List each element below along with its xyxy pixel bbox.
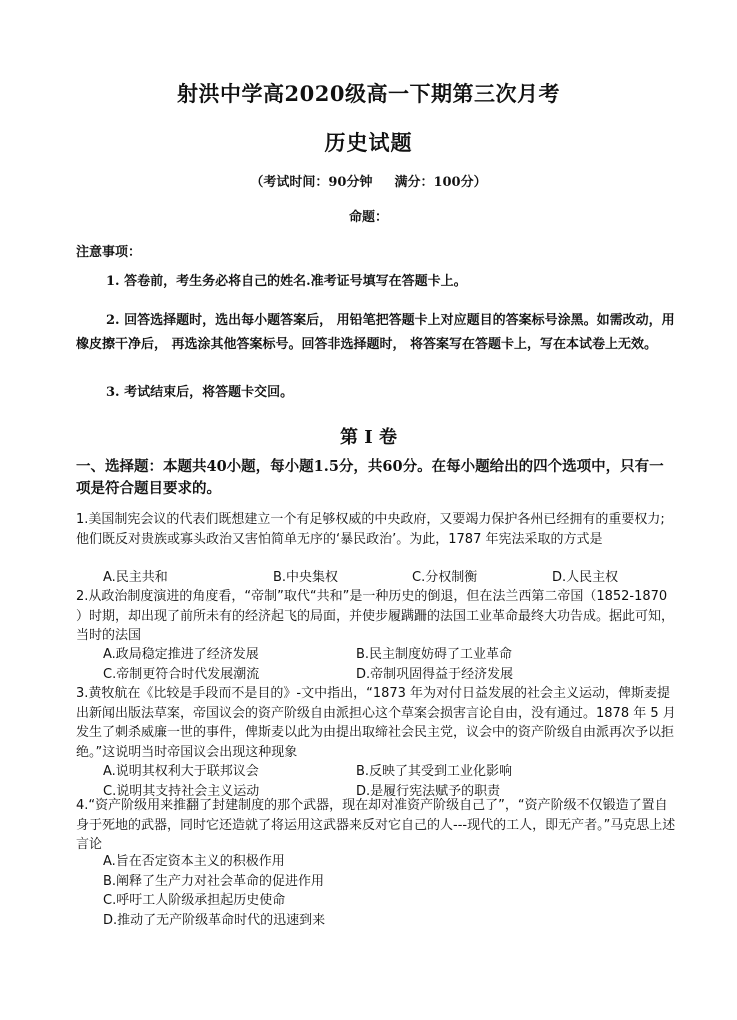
option: A.政局稳定推进了经济发展 <box>103 647 259 662</box>
option: D.帝制巩固得益于经济发展 <box>356 667 514 682</box>
notice-item-text: 1. 答卷前，考生务必将自己的姓名.准考证号填写在答题卡上。 <box>106 274 467 289</box>
question-stem: 2.从政治制度演进的角度看，“帝制”取代“共和”是一种历史的倒退，但在法兰西第二帝国（1852-1870 ）时期，却出现了前所未有的经济起飞的局面，并使步履蹒跚的法国工业革命最终大功告成。据此可知，当时的法国 <box>76 589 675 643</box>
option: D.是履行宪法赋予的职责 <box>356 784 501 799</box>
volume-heading: 第 I 卷 <box>340 427 397 448</box>
section-heading: 一、选择题：本题共40小题，每小题1.5分，共60分。在每小题给出的四个选项中，只有一项是符合题目要求的。 <box>76 458 664 497</box>
option: C.分权制衡 <box>412 570 478 585</box>
notice-heading: 注意事项： <box>76 245 142 260</box>
exam-time: （考试时间：90分钟 <box>250 175 373 190</box>
exam-title: 射洪中学高2020级高一下期第三次月考 <box>177 81 560 106</box>
option: C.帝制更符合时代发展潮流 <box>103 667 260 682</box>
exam-setter: 命题： <box>348 210 388 225</box>
option: A.旨在否定资本主义的积极作用 <box>103 854 285 869</box>
option: B.民主制度妨碍了工业革命 <box>356 647 513 662</box>
question-stem: 3.黄牧航在《比较是手段而不是目的》-文中指出，“1873 年为对付日益发展的社会主义运动，俾斯麦提出新闻出版法草案，帝国议会的资产阶级自由派担心这个草案会损害言论自由，没有通过。1878 年 5 月发生了刺杀威廉一世的事件，俾斯麦以此为由提出取缔社会民主党，议会中的资产阶级自由派再次予以拒绝。”这说明当时帝国议会出现这种现象 <box>76 686 676 760</box>
exam-subject: 历史试题 <box>324 130 413 155</box>
question-stem: 4.“资产阶级用来推翻了封建制度的那个武器，现在却对准资产阶级自己了”，“资产阶级不仅锻造了置自身于死地的武器，同时它还造就了将运用这武器来反对它自己的人---现代的工人，即无产者。”马克思上述言论 <box>76 798 676 852</box>
notice-item <box>76 309 676 357</box>
option: B.阐释了生产力对社会革命的促进作用 <box>103 873 325 889</box>
option: A.说明其权利大于联邦议会 <box>103 764 259 779</box>
option: C.说明其支持社会主义运动 <box>103 784 260 799</box>
notice-item <box>76 270 676 294</box>
option: B.反映了其受到工业化影响 <box>356 764 513 779</box>
question-options <box>103 852 663 930</box>
notice-item-text: 2. 回答选择题时，选出每小题答案后， 用铅笔把答题卡上对应题目的答案标号涂黑。如需改动，用橡皮擦干净后， 再选涂其他答案标号。回答非选择题时， 将答案写在答题卡上，写在本试卷上无效。 <box>76 313 675 352</box>
exam-info <box>0 171 737 190</box>
option: D.推动了无产阶级革命时代的迅速到来 <box>103 912 326 928</box>
question-options <box>103 645 663 685</box>
notice-item-text: 3. 考试结束后，将答题卡交回。 <box>106 385 294 400</box>
option: B.中央集权 <box>273 570 339 585</box>
question-stem: 1.美国制宪会议的代表们既想建立一个有足够权威的中央政府，又要竭力保护各州已经拥有的重要权力;他们既反对贵族或寡头政治又害怕简单无序的‘暴民政治’。为此，1787 年宪法采取的方式是 <box>76 512 665 547</box>
exam-score: 满分：100分） <box>394 175 487 190</box>
option: A.民主共和 <box>103 570 168 585</box>
option: C.呼吁工人阶级承担起历史使命 <box>103 893 286 908</box>
question-options <box>103 568 663 588</box>
notice-item <box>76 381 676 405</box>
option: D.人民主权 <box>552 570 619 585</box>
